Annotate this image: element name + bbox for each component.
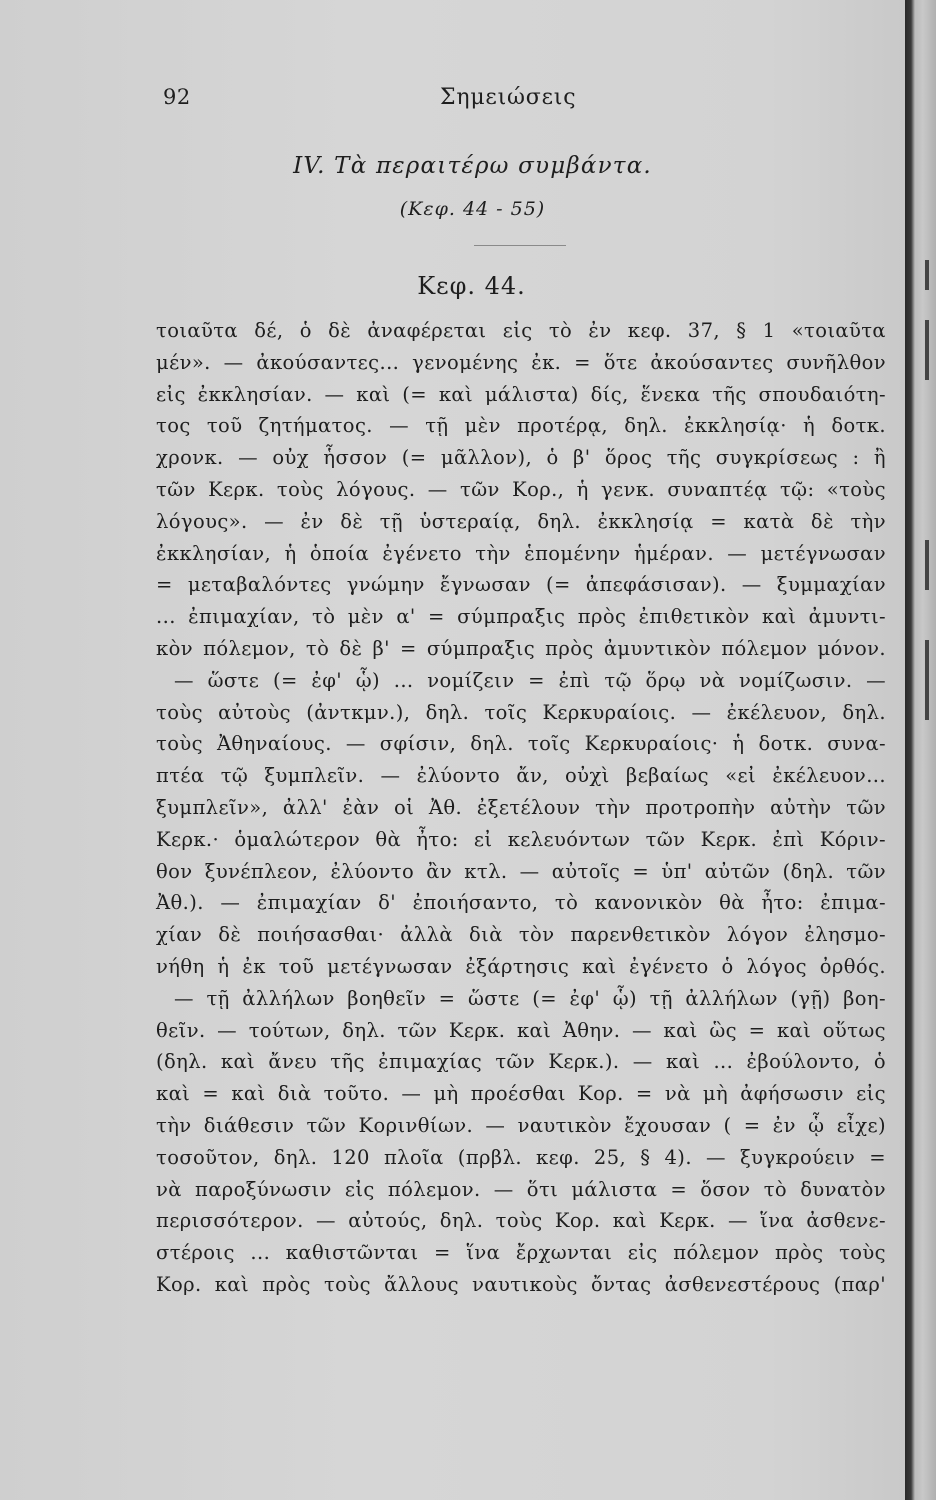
section-title: IV. Τὰ περαιτέρω συμβάντα. [293, 153, 652, 179]
text-line: κὸν πόλεμον, τὸ δὲ β' = σύμπραξις πρὸς ἀμυντικὸν πόλεμον μόνον. [156, 636, 886, 660]
text-line: νὰ παροξύνωσιν εἰς πόλεμον. — ὅτι μάλιστα = ὅσον τὸ δυνατὸν [156, 1177, 886, 1201]
binding-mark [925, 540, 929, 590]
text-line: χίαν δὲ ποιήσασθαι· ἀλλὰ διὰ τὸν παρενθετικὸν λόγον ἐλησμο- [156, 923, 886, 947]
text-line: περισσότερον. — αὐτούς, δηλ. τοὺς Κορ. καὶ Κερκ. — ἵνα ἀσθενε- [156, 1209, 886, 1233]
text-line: Ἀθ.). — ἐπιμαχίαν δ' ἐποιήσαντο, τὸ κανονικὸν θὰ ἦτο: ἐπιμα- [156, 891, 886, 915]
text-line: νήθη ἡ ἐκ τοῦ μετέγνωσαν ἐξάρτησις καὶ ἐγένετο ὁ λόγος ὀρθός. [156, 954, 886, 978]
text-line: τος τοῦ ζητήματος. — τῇ μὲν προτέρᾳ, δηλ. ἐκκλησίᾳ· ἡ δοτκ. [156, 414, 886, 438]
text-line: Κερκ.· ὁμαλώτερον θὰ ἦτο: εἰ κελευόντων τῶν Κερκ. ἐπὶ Κόριν- [156, 827, 886, 851]
page-number: 92 [163, 85, 191, 109]
binding-mark [925, 320, 929, 380]
text-line: μέν». — ἀκούσαντες... γενομένης ἐκ. = ὅτε ἀκούσαντες συνῆλθον [156, 350, 886, 374]
text-line: λόγους». — ἐν δὲ τῇ ὑστεραίᾳ, δηλ. ἐκκλησίᾳ = κατὰ δὲ τὴν [156, 509, 886, 533]
text-line: — ὥστε (= ἐφ' ᾧ) ... νομίζειν = ἐπὶ τῷ ὅρῳ νὰ νομίζωσιν. — [174, 668, 886, 692]
text-line: τοιαῦτα δέ, ὁ δὲ ἀναφέρεται εἰς τὸ ἐν κεφ. 37, § 1 «τοιαῦτα [156, 319, 886, 342]
text-line: πτέα τῷ ξυμπλεῖν. — ἐλύοντο ἄν, οὐχὶ βεβαίως «εἰ ἐκέλευον... [156, 764, 886, 788]
text-line: στέροις ... καθιστῶνται = ἵνα ἔρχωνται εἰς πόλεμον πρὸς τοὺς [156, 1241, 886, 1265]
text-line: Κορ. καὶ πρὸς τοὺς ἄλλους ναυτικοὺς ὄντας ἀσθενεστέρους (παρ' [156, 1272, 886, 1296]
text-line: τοὺς αὐτοὺς (ἀντκμν.), δηλ. τοῖς Κερκυραίοις. — ἐκέλευον, δηλ. [156, 700, 886, 724]
text-line: τῶν Κερκ. τοὺς λόγους. — τῶν Κορ., ἡ γενκ. συναπτέᾳ τῷ: «τοὺς [156, 477, 886, 501]
text-line: τοσοῦτον, δηλ. 120 πλοῖα (πρβλ. κεφ. 25, § 4). — ξυγκρούειν = [156, 1145, 886, 1169]
text-line: ... ἐπιμαχίαν, τὸ μὲν α' = σύμπραξις πρὸς ἐπιθετικὸν καὶ ἀμυντι- [156, 605, 886, 629]
page-header [0, 85, 905, 119]
text-line: ἐκκλησίαν, ἡ ὁποία ἐγένετο τὴν ἑπομένην ἡμέραν. — μετέγνωσαν [156, 541, 886, 565]
divider-rule [474, 245, 566, 246]
text-line: ξυμπλεῖν», ἀλλ' ἐὰν οἱ Ἀθ. ἐξετέλουν τὴν προτροπὴν αὐτὴν τῶν [156, 795, 886, 819]
text-line: θεῖν. — τούτων, δηλ. τῶν Κερκ. καὶ Ἀθην. — καὶ ὣς = καὶ οὕτως [156, 1018, 886, 1042]
text-line: τοὺς Ἀθηναίους. — σφίσιν, δηλ. τοῖς Κερκυραίοις· ἡ δοτκ. συνα- [156, 732, 886, 756]
binding-mark [925, 640, 929, 720]
chapter-heading: Κεφ. 44. [417, 272, 526, 300]
text-line: = μεταβαλόντες γνώμην ἔγνωσαν (= ἀπεφάσισαν). — ξυμμαχίαν [156, 573, 886, 597]
text-line: — τῇ ἀλλήλων βοηθεῖν = ὥστε (= ἐφ' ᾧ) τῇ ἀλλήλων (γῇ) βοη- [174, 986, 886, 1010]
text-line: καὶ = καὶ διὰ τοῦτο. — μὴ προέσθαι Κορ. = νὰ μὴ ἀφήσωσιν εἰς [156, 1082, 886, 1106]
binding-gutter [905, 0, 936, 1500]
section-subtitle: (Κεφ. 44 - 55) [399, 198, 546, 220]
text-line: τὴν διάθεσιν τῶν Κορινθίων. — ναυτικὸν ἔχουσαν ( = ἐν ᾧ εἶχε) [156, 1113, 886, 1137]
text-line: θον ξυνέπλεον, ἐλύοντο ἂν κτλ. — αὐτοῖς = ὑπ' αὐτῶν (δηλ. τῶν [156, 859, 886, 883]
text-line: χρονκ. — οὐχ ἧσσον (= μᾶλλον), ὁ β' ὅρος τῆς συγκρίσεως : ἢ [156, 446, 886, 470]
text-line: εἰς ἐκκλησίαν. — καὶ (= καὶ μάλιστα) δίς, ἕνεκα τῆς σπουδαιότη- [156, 382, 886, 406]
text-line: (δηλ. καὶ ἄνευ τῆς ἐπιμαχίας τῶν Κερκ.). — καὶ ... ἐβούλοντο, ὁ [156, 1050, 886, 1074]
body-text [156, 315, 886, 1301]
binding-mark [925, 260, 929, 290]
running-title: Σημειώσεις [440, 85, 577, 110]
